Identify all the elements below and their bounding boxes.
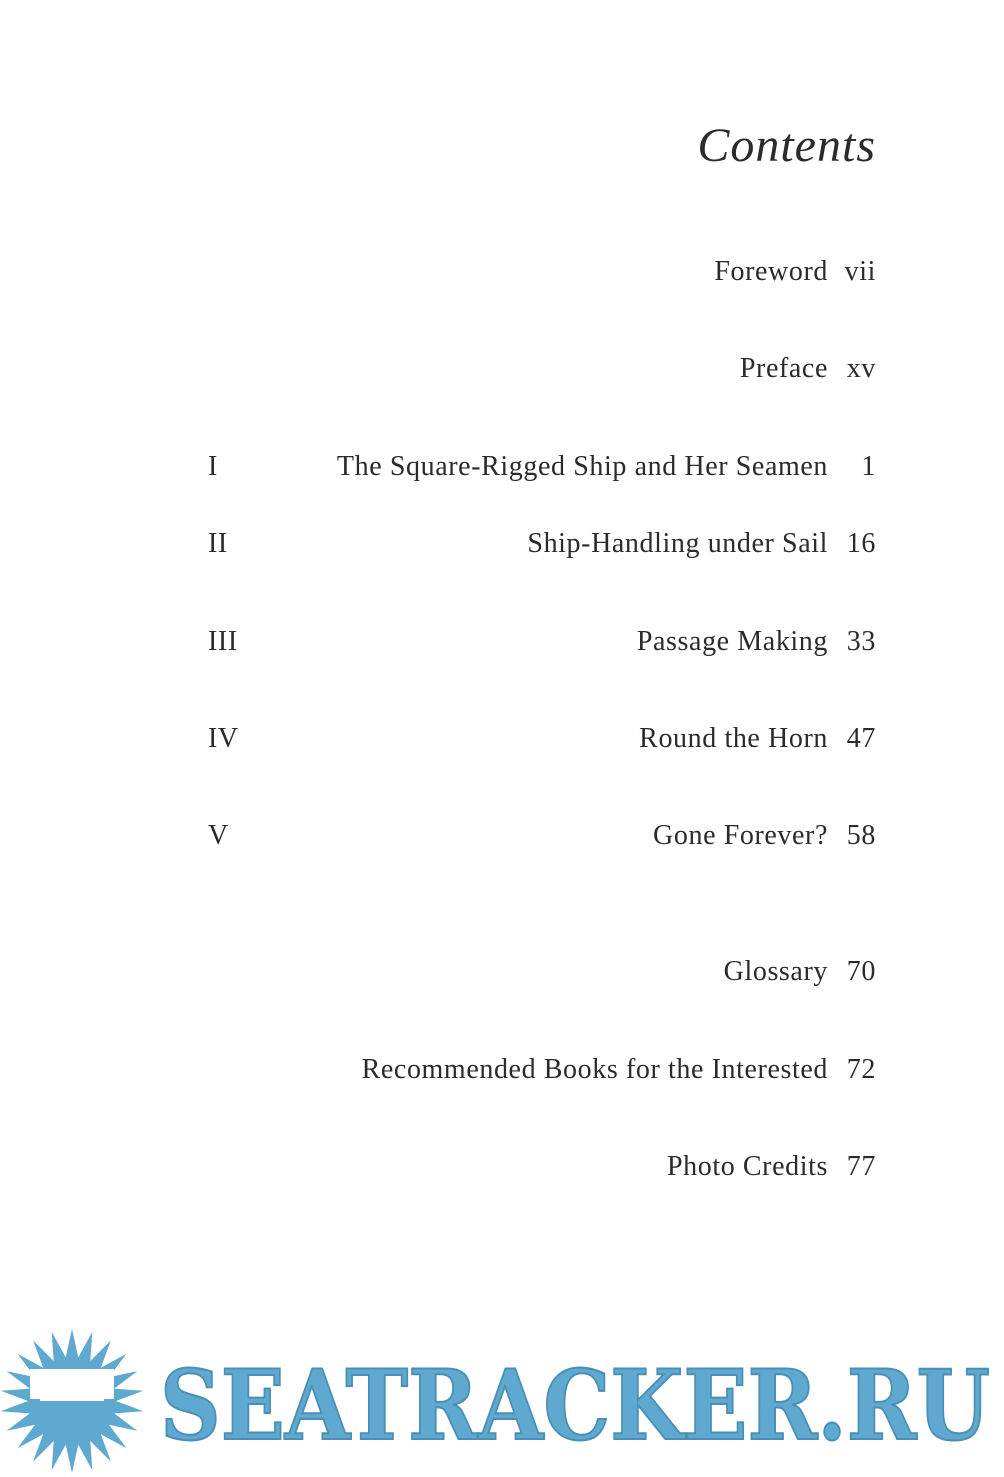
- page-number: 33: [846, 626, 876, 657]
- page-number: 77: [846, 1151, 876, 1182]
- entry-label: Glossary: [723, 956, 828, 987]
- page-number: 58: [846, 820, 876, 851]
- toc-entry-preface[interactable]: [208, 353, 876, 393]
- toc-entry-recommended-books[interactable]: [208, 1054, 876, 1094]
- toc-entry-chapter-4[interactable]: [208, 723, 876, 763]
- chapter-number: V: [208, 820, 229, 851]
- page-number: 16: [846, 528, 876, 559]
- toc-entry-chapter-3[interactable]: [208, 626, 876, 666]
- page-number: xv: [846, 353, 876, 384]
- page-number: vii: [844, 256, 876, 287]
- entry-label: Round the Horn: [639, 723, 828, 754]
- page-number: 1: [861, 451, 876, 482]
- chapter-number: III: [208, 626, 238, 657]
- sun-logo-icon: [1, 1329, 144, 1473]
- page-number: 72: [846, 1054, 876, 1085]
- chapter-number: I: [208, 451, 218, 482]
- toc-entry-chapter-2[interactable]: [208, 528, 876, 568]
- entry-label: The Square-Rigged Ship and Her Seamen: [336, 451, 828, 482]
- page-number: 47: [846, 723, 876, 754]
- entry-label: Recommended Books for the Interested: [361, 1054, 828, 1085]
- entry-label: Preface: [739, 353, 828, 384]
- toc-entry-chapter-5[interactable]: [208, 820, 876, 860]
- page-title: Contents: [697, 119, 876, 172]
- entry-label: Foreword: [714, 256, 828, 287]
- watermark-text: SEATRACKER.RU: [160, 1349, 990, 1462]
- toc-entry-glossary[interactable]: [208, 956, 876, 996]
- entry-label: Gone Forever?: [653, 820, 828, 851]
- seatracker-watermark: [0, 1325, 1004, 1477]
- chapter-number: IV: [208, 723, 239, 754]
- chapter-number: II: [208, 528, 228, 559]
- toc-entry-photo-credits[interactable]: [208, 1151, 876, 1191]
- toc-entry-foreword[interactable]: [208, 256, 876, 296]
- page-number: 70: [846, 956, 876, 987]
- entry-label: Passage Making: [636, 626, 828, 657]
- entry-label: Photo Credits: [666, 1151, 828, 1182]
- entry-label: Ship-Handling under Sail: [527, 528, 828, 559]
- toc-entry-chapter-1[interactable]: [208, 451, 876, 491]
